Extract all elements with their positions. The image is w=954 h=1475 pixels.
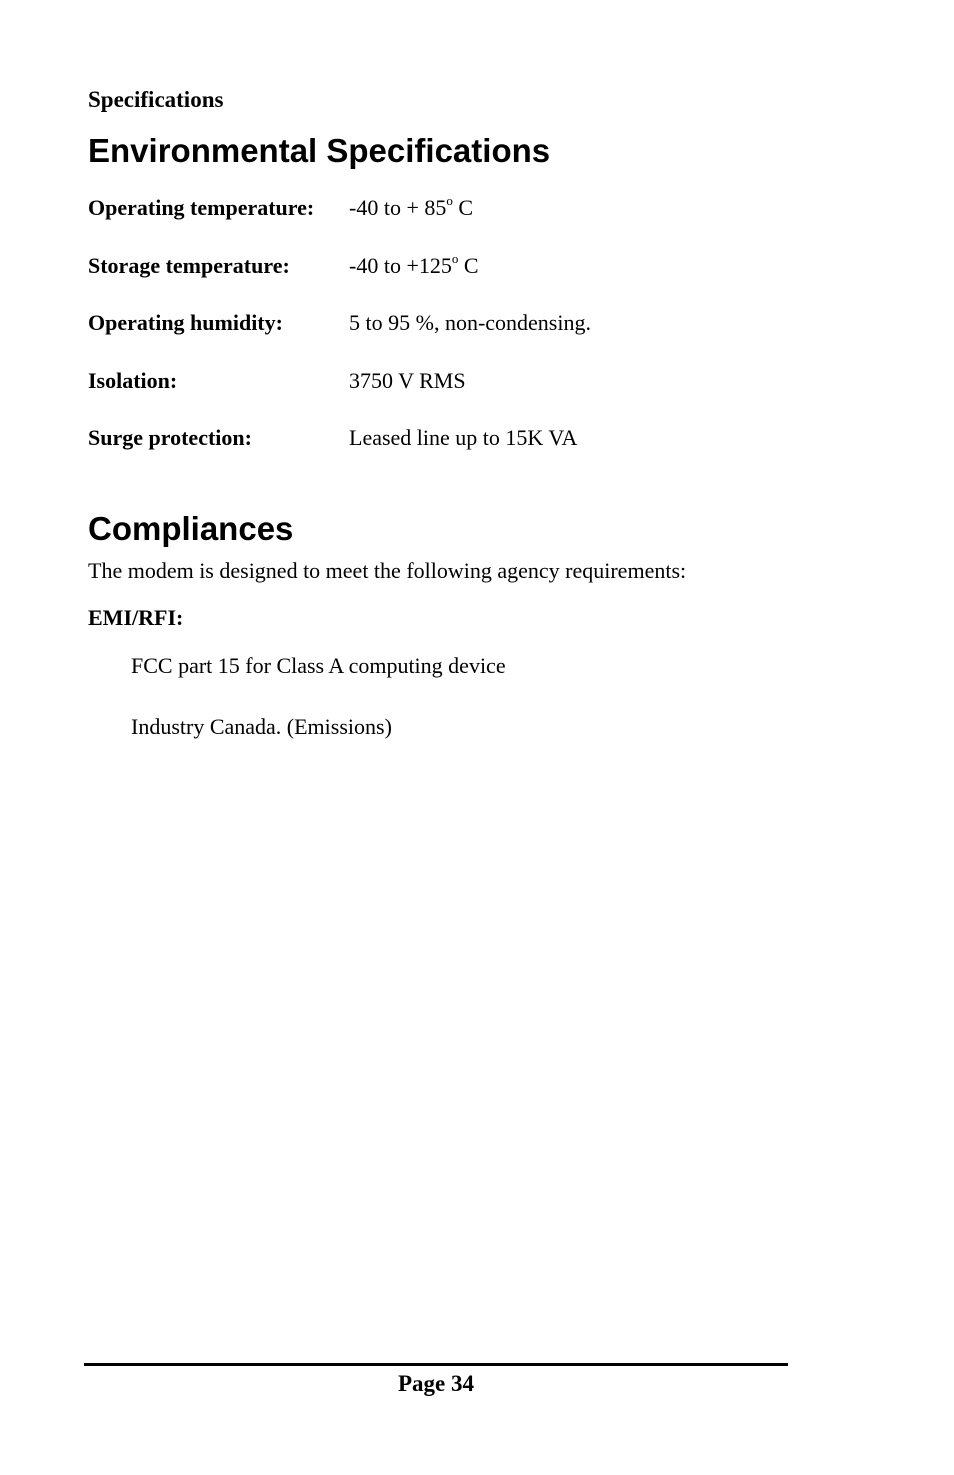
spec-value: -40 to $+125^o$ C — [349, 250, 479, 278]
spec-row-operating-humidity — [88, 308, 848, 338]
environmental-specifications-heading: Environmental Specifications — [88, 132, 551, 169]
footer-divider — [84, 1363, 788, 1366]
spec-value: 3750 V RMS — [349, 368, 466, 393]
spec-label: Operating humidity: — [88, 310, 283, 335]
spec-label: Operating temperature: — [88, 195, 315, 220]
compliances-intro: The modem is designed to meet the following agency requirements: — [88, 558, 687, 583]
spec-value: -40 to + $85^o$ C — [349, 192, 474, 220]
compliances-heading: Compliances — [88, 510, 294, 547]
spec-label: Surge protection: — [88, 425, 252, 450]
compliance-item: FCC part 15 for Class A computing device — [131, 653, 506, 678]
spec-row-storage-temperature — [88, 251, 848, 281]
spec-row-operating-temperature — [88, 193, 848, 223]
spec-value: 5 to 95 %, non-condensing. — [349, 310, 591, 335]
emi-rfi-label: EMI/RFI: — [88, 605, 184, 630]
spec-row-surge-protection — [88, 423, 848, 453]
running-header: Specifications — [88, 87, 224, 112]
page-number: Page 34 — [397, 1371, 474, 1396]
spec-label: Isolation: — [88, 368, 178, 393]
spec-row-isolation — [88, 366, 848, 396]
compliance-item: Industry Canada. (Emissions) — [131, 714, 392, 739]
spec-label: Storage temperature: — [88, 253, 290, 278]
spec-value: Leased line up to 15K VA — [349, 425, 578, 450]
